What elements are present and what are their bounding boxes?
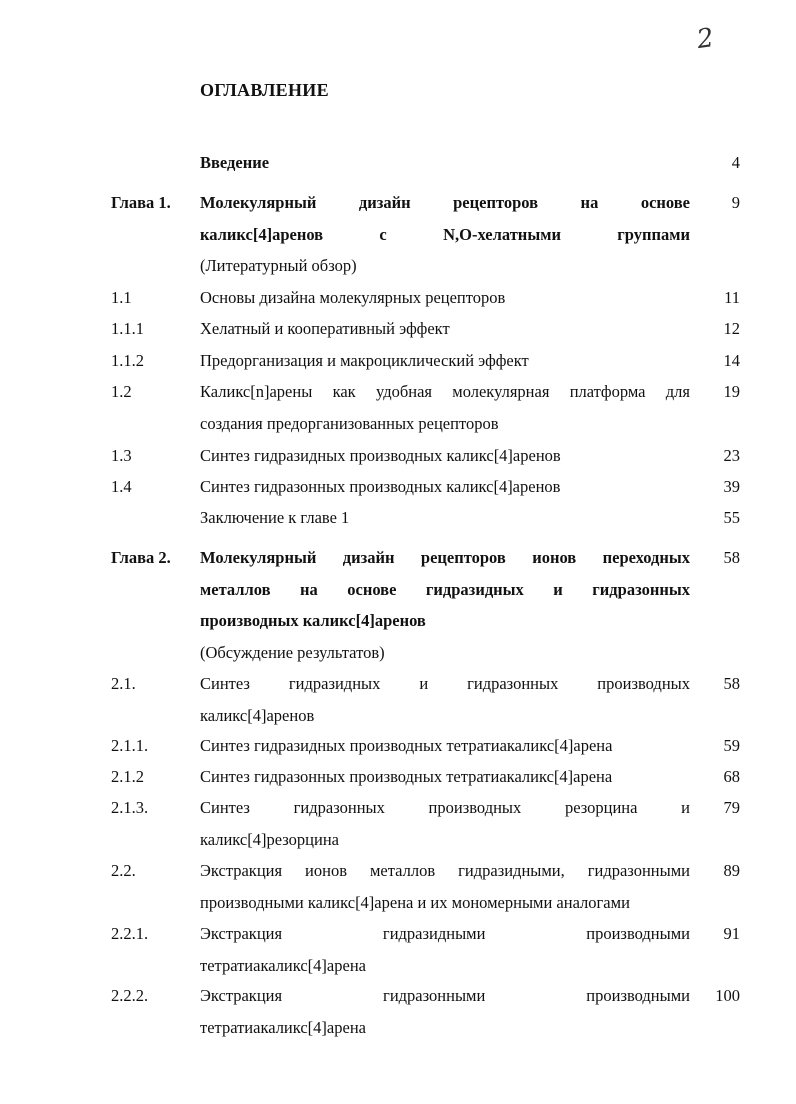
- toc-entry-number: 2.2.2.: [111, 986, 149, 1005]
- toc-entry-text: [200, 376, 690, 439]
- handwritten-page-number: 2: [694, 22, 716, 56]
- toc-entry-text: [200, 502, 690, 534]
- toc-entry-page: 79: [723, 798, 740, 817]
- toc-entry-line: тетратиакаликс[4]арена: [200, 955, 366, 975]
- toc-entry-text: [200, 345, 690, 377]
- toc-entry-number: 2.1.1.: [111, 736, 149, 755]
- toc-entry-line: производных каликс[4]аренов: [200, 611, 426, 630]
- toc-entry-text: [200, 440, 690, 472]
- toc-entry-line: каликс[4]аренов: [200, 705, 315, 725]
- toc-entry-line: Экстракция ионов металлов гидразидными, гидразонными: [200, 861, 690, 880]
- toc-entry-line: Синтез гидразидных производных тетратиакаликс[4]арена: [200, 736, 613, 755]
- toc-entry-line: Молекулярный дизайн рецепторов ионов переходных: [200, 548, 690, 567]
- toc-entry-page: 100: [715, 986, 740, 1005]
- toc-entry-number: 1.1.2: [111, 351, 144, 370]
- toc-entry-text: [200, 855, 690, 918]
- toc-entry-line: Синтез гидразонных производных резорцина и: [200, 798, 690, 817]
- toc-entry-text: [200, 668, 690, 731]
- toc-entry-page: 68: [723, 767, 740, 786]
- toc-entry-number: 1.1: [111, 288, 132, 307]
- toc-entry-page: 55: [723, 508, 740, 527]
- toc-entry-line: тетратиакаликс[4]арена: [200, 1017, 366, 1037]
- toc-entry-text: [200, 918, 690, 981]
- toc-entry-line: Молекулярный дизайн рецепторов на основе: [200, 193, 690, 212]
- toc-entry-text: [200, 980, 690, 1043]
- toc-entry-number: Глава 1.: [111, 193, 171, 212]
- toc-entry-number: 2.1.: [111, 674, 136, 693]
- toc-entry-number: 1.1.1: [111, 319, 144, 338]
- toc-entry-line: Заключение к главе 1: [200, 508, 350, 527]
- toc-entry-page: 14: [723, 351, 740, 370]
- toc-entry-text: [200, 147, 690, 179]
- toc-entry-line: Каликс[n]арены как удобная молекулярная платформа для: [200, 382, 690, 401]
- toc-entry-text: [200, 187, 690, 282]
- toc-entry-page: 89: [723, 861, 740, 880]
- toc-entry-page: 58: [723, 674, 740, 693]
- toc-entry-page: 58: [723, 548, 740, 567]
- toc-entry-line: Синтез гидразонных производных тетратиакаликс[4]арена: [200, 767, 613, 786]
- toc-entry-page: 23: [723, 446, 740, 465]
- toc-entry-line: металлов на основе гидразидных и гидразонных: [200, 579, 690, 599]
- toc-entry-line: Введение: [200, 153, 270, 172]
- toc-entry-line: Синтез гидразонных производных каликс[4]аренов: [200, 477, 561, 496]
- toc-entry-number: 1.2: [111, 382, 132, 401]
- toc-entry-line: каликс[4]резорцина: [200, 829, 339, 849]
- toc-entry-line: Хелатный и кооперативный эффект: [200, 319, 450, 338]
- toc-entry-number: 1.3: [111, 446, 132, 465]
- toc-entry-page: 4: [731, 153, 740, 172]
- toc-entry-page: 12: [723, 319, 740, 338]
- toc-entry-text: [200, 730, 690, 762]
- toc-entry-line: создания предорганизованных рецепторов: [200, 413, 499, 433]
- toc-entry-line: (Обсуждение результатов): [200, 642, 385, 662]
- toc-entry-line: производными каликс[4]арена и их мономерными аналогами: [200, 892, 630, 912]
- toc-entry-text: [200, 313, 690, 345]
- toc-entry-number: Глава 2.: [111, 548, 171, 567]
- toc-entry-text: [200, 542, 690, 668]
- toc-entry-line: Предорганизация и макроциклический эффект: [200, 351, 529, 370]
- toc-entry-line: Экстракция гидразонными производными: [200, 986, 690, 1005]
- toc-entry-line: Синтез гидразидных производных каликс[4]аренов: [200, 446, 561, 465]
- page-title: ОГЛАВЛЕНИЕ: [200, 80, 329, 100]
- toc-entry-text: [200, 792, 690, 855]
- toc-entry-page: 11: [724, 288, 740, 307]
- toc-entry-text: [200, 471, 690, 503]
- toc-entry-text: [200, 761, 690, 793]
- toc-entry-text: [200, 282, 690, 314]
- toc-entry-page: 39: [723, 477, 740, 496]
- toc-entry-line: (Литературный обзор): [200, 256, 357, 275]
- toc-entry-line: Экстракция гидразидными производными: [200, 924, 690, 943]
- toc-entry-line: каликс[4]аренов с N,O-хелатными группами: [200, 224, 690, 244]
- toc-entry-line: Основы дизайна молекулярных рецепторов: [200, 288, 506, 307]
- toc-entry-page: 9: [731, 193, 740, 212]
- toc-entry-line: Синтез гидразидных и гидразонных производных: [200, 674, 690, 693]
- toc-entry-number: 1.4: [111, 477, 132, 496]
- toc-entry-page: 59: [723, 736, 740, 755]
- toc-entry-number: 2.2.1.: [111, 924, 149, 943]
- toc-entry-page: 91: [723, 924, 740, 943]
- toc-entry-number: 2.1.3.: [111, 798, 149, 817]
- toc-entry-number: 2.2.: [111, 861, 136, 880]
- toc-entry-page: 19: [723, 382, 740, 401]
- toc-entry-number: 2.1.2: [111, 767, 144, 786]
